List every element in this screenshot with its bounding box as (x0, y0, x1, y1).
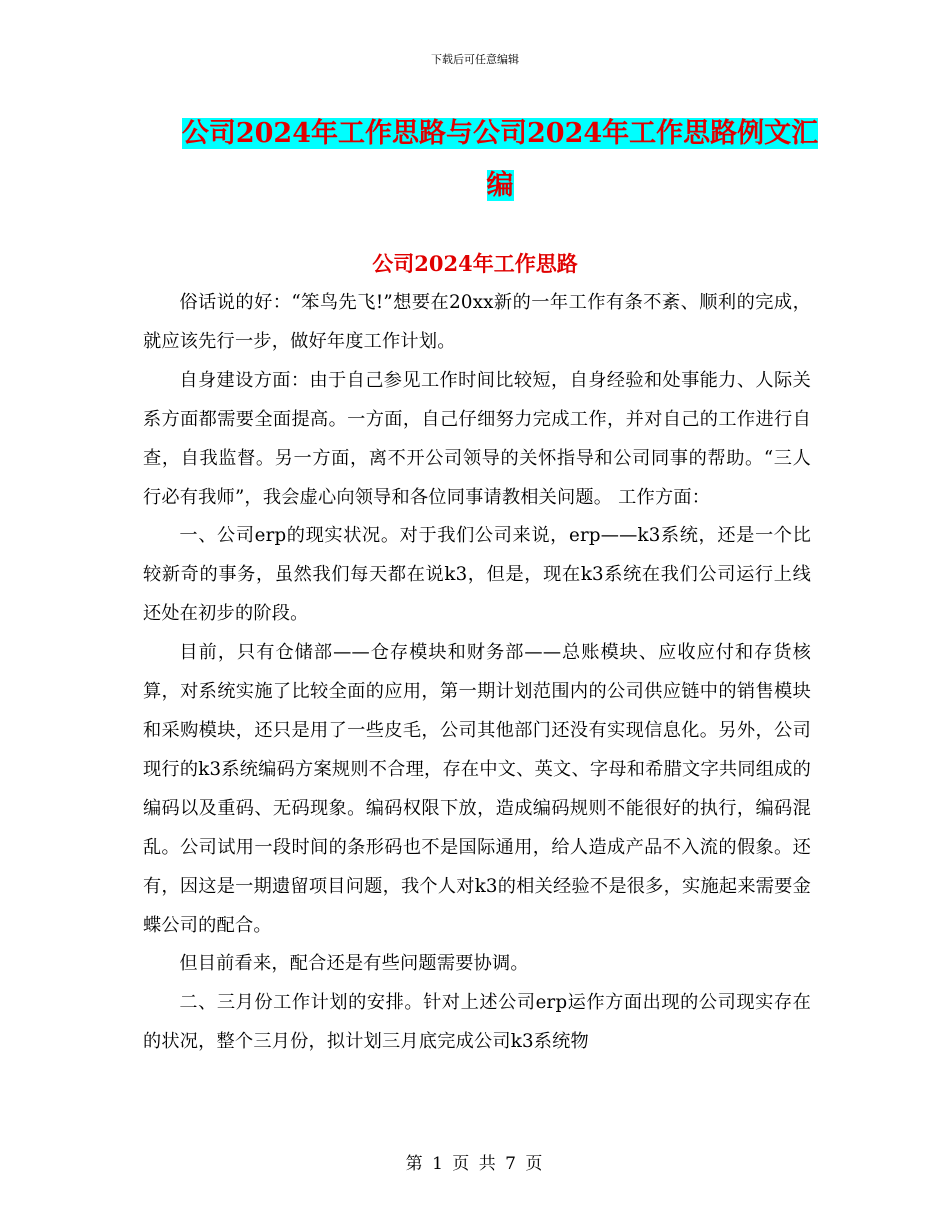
paragraph: 二、三月份工作计划的安排。针对上述公司erp运作方面出现的公司现实存在的状况，整个三月份，拟计划三月底完成公司k3系统物 (143, 992, 811, 1053)
section-title: 公司2024年工作思路 (372, 251, 578, 276)
paragraph: 目前，只有仓储部——仓存模块和财务部——总账模块、应收应付和存货核算，对系统实施了比较全面的应用，第一期计划范围内的公司供应链中的销售模块和采购模块，还只是用了一些皮毛，公司其他部门还没有实现信息化。另外，公司现行的k3系统编码方案规则不合理，存在中文、英文、字母和希腊文字共同组成的编码以及重码、无码现象。编码权限下放，造成编码规则不能很好的执行，编码混乱。公司试用一段时间的条形码也不是国际通用，给人造成产品不入流的假象。还有，因这是一期遗留项目问题，我个人对k3的相关经验不是很多，实施起来需要金蝶公司的配合。 (143, 642, 811, 936)
page-number: 第 1 页 共 7 页 (405, 1154, 545, 1174)
document-title-line-1: 公司2024年工作思路与公司2024年工作思路例文汇 (181, 118, 819, 149)
paragraph: 但目前看来，配合还是有些问题需要协调。 (179, 953, 529, 975)
paragraph: 俗话说的好：“笨鸟先飞!”想要在20xx新的一年工作有条不紊、顺利的完成，就应该先行一步，做好年度工作计划。 (143, 292, 811, 352)
page-header-note: 下载后可任意编辑 (431, 53, 519, 66)
document-title-line-2: 编 (486, 170, 514, 201)
paragraph: 一、公司erp的现实状况。对于我们公司来说，erp——k3系统，还是一个比较新奇的事务，虽然我们每天都在说k3，但是，现在k3系统在我们公司运行上线还处在初步的阶段。 (143, 525, 811, 625)
document-body (143, 284, 811, 1062)
document-title (150, 108, 850, 212)
paragraph: 自身建设方面：由于自己参见工作时间比较短，自身经验和处事能力、人际关系方面都需要全面提高。一方面，自己仔细努力完成工作，并对自己的工作进行自查，自我监督。另一方面，离不开公司领导的关怀指导和公司同事的帮助。“三人行必有我师”，我会虚心向领导和各位同事请教相关问题。 工作方面： (143, 369, 811, 508)
